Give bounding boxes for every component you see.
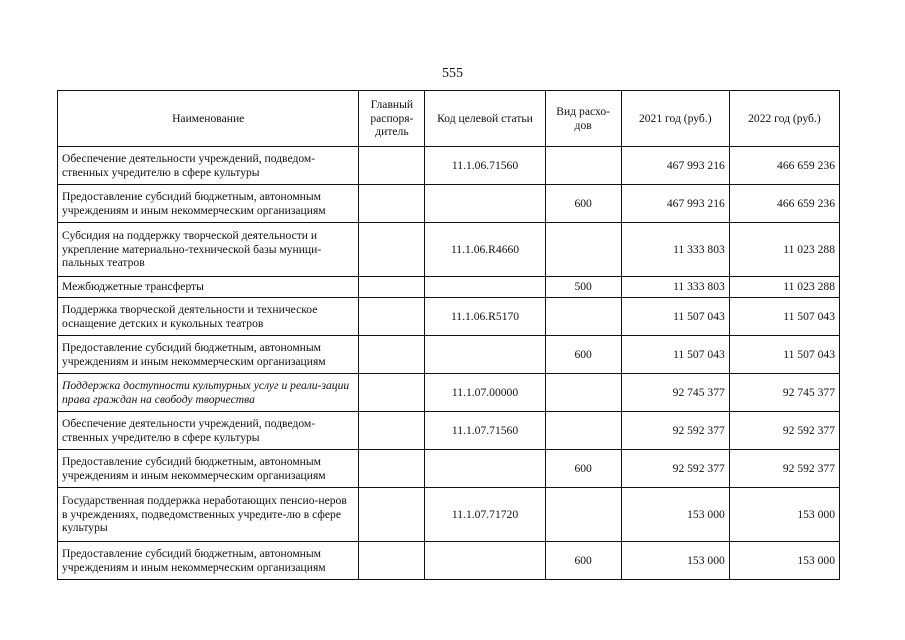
cell-2021: 11 507 043 <box>621 336 729 374</box>
cell-name: Государственная поддержка неработающих пенсио-неров в учреждениях, подведомственных учредите-лю в сфере культуры <box>58 488 359 542</box>
cell-2021: 153 000 <box>621 542 729 580</box>
cell-2021: 153 000 <box>621 488 729 542</box>
cell-2022: 11 507 043 <box>729 336 839 374</box>
cell-name: Предоставление субсидий бюджетным, автономным учреждениям и иным некоммерческим организациям <box>58 185 359 223</box>
header-2022: 2022 год (руб.) <box>729 91 839 147</box>
cell-manager <box>359 147 425 185</box>
header-type: Вид расхо-дов <box>545 91 621 147</box>
cell-code <box>425 336 545 374</box>
cell-2022: 92 592 377 <box>729 450 839 488</box>
table-row <box>58 223 840 277</box>
cell-code <box>425 277 545 298</box>
cell-code <box>425 542 545 580</box>
cell-name: Межбюджетные трансферты <box>58 277 359 298</box>
table-row <box>58 488 840 542</box>
cell-type: 600 <box>545 450 621 488</box>
cell-code <box>425 185 545 223</box>
cell-name: Субсидия на поддержку творческой деятельности и укрепление материально-технической базы муници-пальных театров <box>58 223 359 277</box>
cell-2021: 467 993 216 <box>621 185 729 223</box>
cell-2022: 11 023 288 <box>729 223 839 277</box>
cell-type <box>545 298 621 336</box>
cell-2021: 92 592 377 <box>621 412 729 450</box>
cell-2021: 92 592 377 <box>621 450 729 488</box>
cell-name: Обеспечение деятельности учреждений, подведом-ственных учредителю в сфере культуры <box>58 147 359 185</box>
cell-code: 11.1.07.71720 <box>425 488 545 542</box>
cell-manager <box>359 488 425 542</box>
cell-2021: 467 993 216 <box>621 147 729 185</box>
cell-2021: 11 507 043 <box>621 298 729 336</box>
header-code: Код целевой статьи <box>425 91 545 147</box>
cell-name: Предоставление субсидий бюджетным, автономным учреждениям и иным некоммерческим организациям <box>58 450 359 488</box>
cell-name: Поддержка доступности культурных услуг и реали-зации права граждан на свободу творчества <box>58 374 359 412</box>
cell-code: 11.1.06.R5170 <box>425 298 545 336</box>
header-name: Наименование <box>58 91 359 147</box>
cell-manager <box>359 223 425 277</box>
cell-2022: 466 659 236 <box>729 147 839 185</box>
table-row <box>58 542 840 580</box>
table-row <box>58 185 840 223</box>
cell-code: 11.1.06.71560 <box>425 147 545 185</box>
cell-2021: 11 333 803 <box>621 223 729 277</box>
table-row <box>58 450 840 488</box>
cell-code: 11.1.07.00000 <box>425 374 545 412</box>
budget-table <box>57 90 840 580</box>
cell-manager <box>359 412 425 450</box>
cell-2022: 153 000 <box>729 542 839 580</box>
cell-type: 500 <box>545 277 621 298</box>
cell-manager <box>359 336 425 374</box>
table-row <box>58 298 840 336</box>
cell-type: 600 <box>545 542 621 580</box>
cell-manager <box>359 185 425 223</box>
cell-name: Поддержка творческой деятельности и техническое оснащение детских и кукольных театров <box>58 298 359 336</box>
cell-type: 600 <box>545 336 621 374</box>
cell-2022: 466 659 236 <box>729 185 839 223</box>
cell-manager <box>359 450 425 488</box>
cell-type <box>545 223 621 277</box>
cell-2021: 92 745 377 <box>621 374 729 412</box>
cell-2022: 92 745 377 <box>729 374 839 412</box>
cell-name: Обеспечение деятельности учреждений, подведом-ственных учредителю в сфере культуры <box>58 412 359 450</box>
table-row <box>58 277 840 298</box>
table-row <box>58 374 840 412</box>
cell-code: 11.1.07.71560 <box>425 412 545 450</box>
cell-type <box>545 412 621 450</box>
cell-manager <box>359 298 425 336</box>
cell-type <box>545 147 621 185</box>
cell-manager <box>359 277 425 298</box>
header-2021: 2021 год (руб.) <box>621 91 729 147</box>
cell-type <box>545 374 621 412</box>
cell-manager <box>359 374 425 412</box>
cell-2022: 11 023 288 <box>729 277 839 298</box>
page-number: 555 <box>442 66 463 81</box>
cell-2022: 153 000 <box>729 488 839 542</box>
cell-2021: 11 333 803 <box>621 277 729 298</box>
table-row <box>58 336 840 374</box>
table-row <box>58 412 840 450</box>
table-row <box>58 147 840 185</box>
cell-name: Предоставление субсидий бюджетным, автономным учреждениям и иным некоммерческим организациям <box>58 542 359 580</box>
cell-2022: 11 507 043 <box>729 298 839 336</box>
cell-type: 600 <box>545 185 621 223</box>
cell-name: Предоставление субсидий бюджетным, автономным учреждениям и иным некоммерческим организациям <box>58 336 359 374</box>
cell-2022: 92 592 377 <box>729 412 839 450</box>
header-manager: Главный распоря-дитель <box>359 91 425 147</box>
cell-type <box>545 488 621 542</box>
header-row <box>58 91 840 147</box>
cell-code: 11.1.06.R4660 <box>425 223 545 277</box>
cell-manager <box>359 542 425 580</box>
cell-code <box>425 450 545 488</box>
